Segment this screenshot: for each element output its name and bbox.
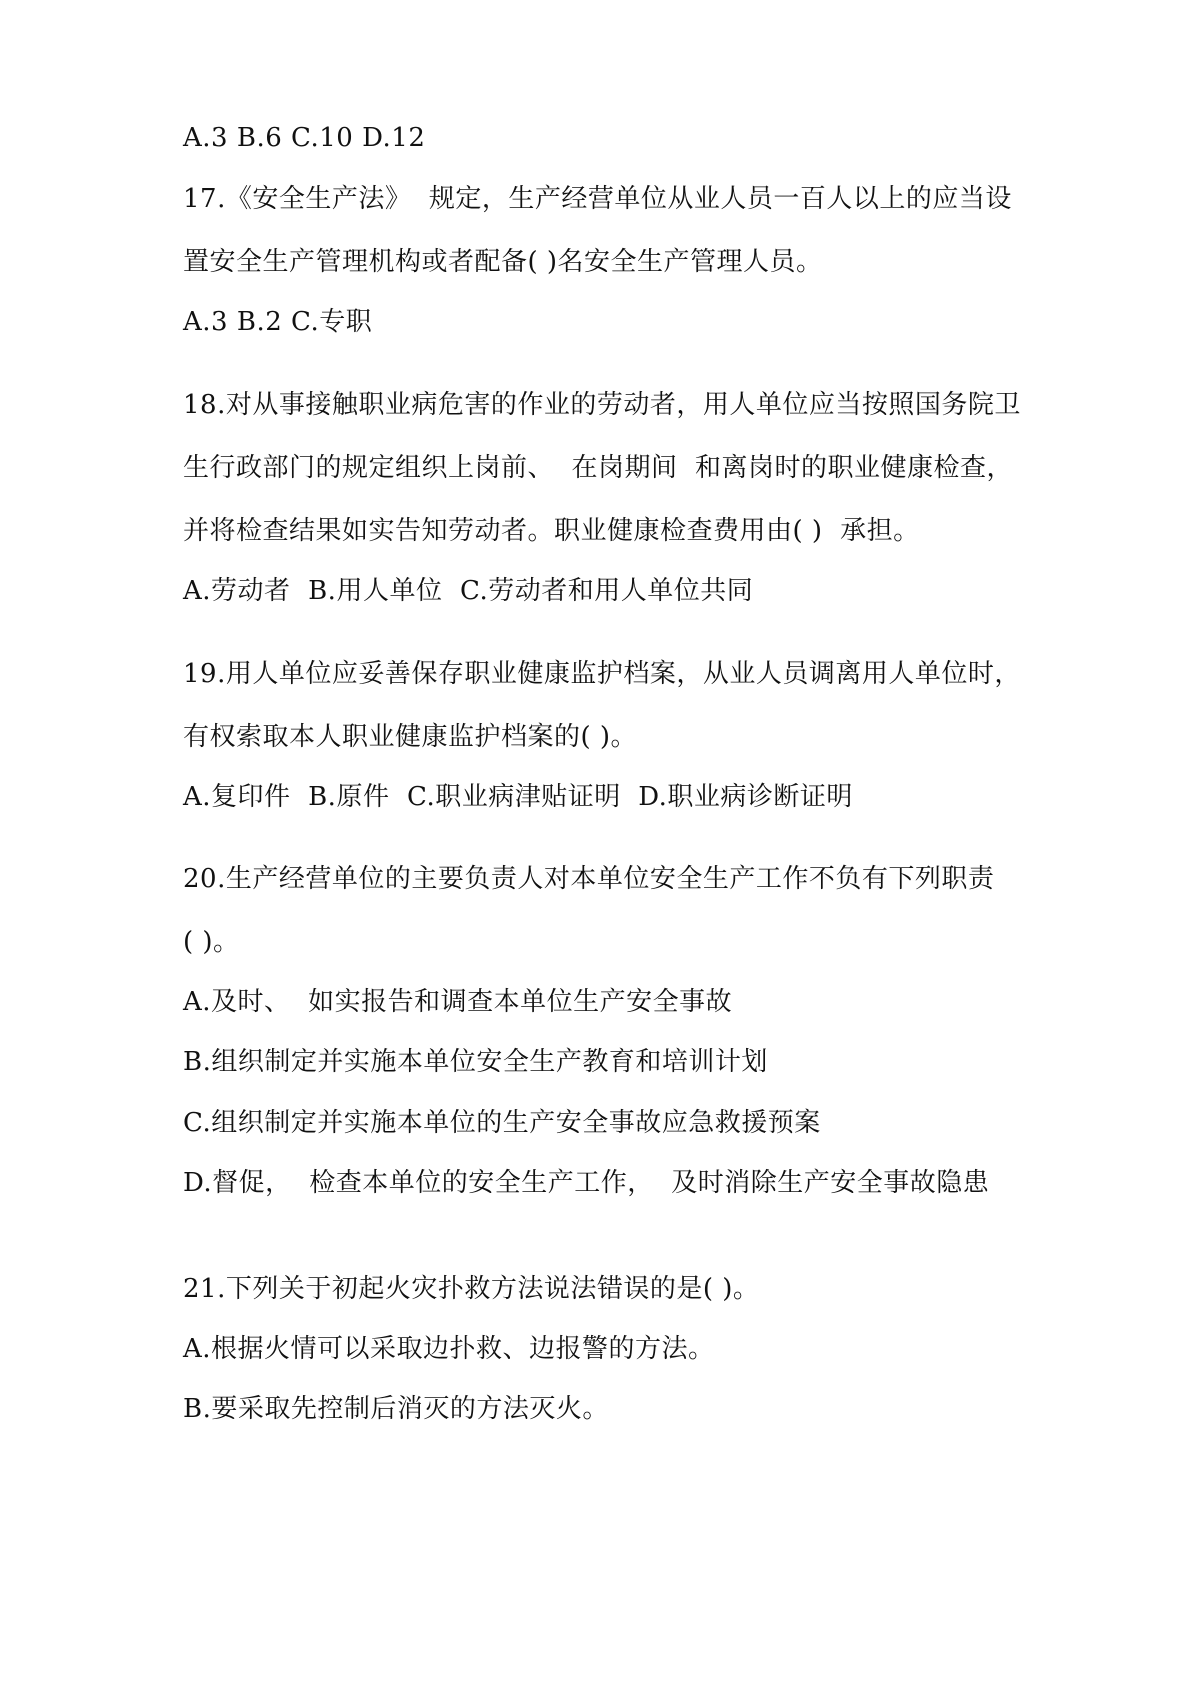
q18-options: A.劳动者 B.用人单位 C.劳动者和用人单位共同 <box>183 576 754 606</box>
q20-option-b: B.组织制定并实施本单位安全生产教育和培训计划 <box>183 1047 768 1077</box>
q18-text-line-2: 生行政部门的规定组织上岗前、 在岗期间 和离岗时的职业健康检查， <box>183 453 1014 483</box>
q19-options: A.复印件 B.原件 C.职业病津贴证明 D.职业病诊断证明 <box>183 782 853 812</box>
q16-options: A.3 B.6 C.10 D.12 <box>183 123 426 153</box>
q17-text-line-1: 17.《安全生产法》 规定，生产经营单位从业人员一百人以上的应当设 <box>183 184 1012 214</box>
q20-text-line-1: 20.生产经营单位的主要负责人对本单位安全生产工作不负有下列职责 <box>183 864 995 894</box>
q19-text-line-2: 有权索取本人职业健康监护档案的( )。 <box>183 722 638 752</box>
q20-option-a: A.及时、 如实报告和调查本单位生产安全事故 <box>183 987 733 1017</box>
q20-option-d: D.督促， 检查本单位的安全生产工作， 及时消除生产安全事故隐患 <box>183 1168 990 1198</box>
q21-text-line-1: 21.下列关于初起火灾扑救方法说法错误的是( )。 <box>183 1274 760 1304</box>
q20-option-c: C.组织制定并实施本单位的生产安全事故应急救援预案 <box>183 1108 821 1138</box>
q19-text-line-1: 19.用人单位应妥善保存职业健康监护档案，从业人员调离用人单位时， <box>183 659 1021 689</box>
q21-option-a: A.根据火情可以采取边扑救、边报警的方法。 <box>183 1334 715 1364</box>
q17-options: A.3 B.2 C.专职 <box>183 307 373 337</box>
q18-text-line-3: 并将检查结果如实告知劳动者。职业健康检查费用由( ) 承担。 <box>183 516 920 546</box>
q20-text-line-2: ( )。 <box>183 927 240 957</box>
q21-option-b: B.要采取先控制后消灭的方法灭火。 <box>183 1394 609 1424</box>
q18-text-line-1: 18.对从事接触职业病危害的作业的劳动者，用人单位应当按照国务院卫 <box>183 390 1021 420</box>
q17-text-line-2: 置安全生产管理机构或者配备( )名安全生产管理人员。 <box>183 247 823 277</box>
